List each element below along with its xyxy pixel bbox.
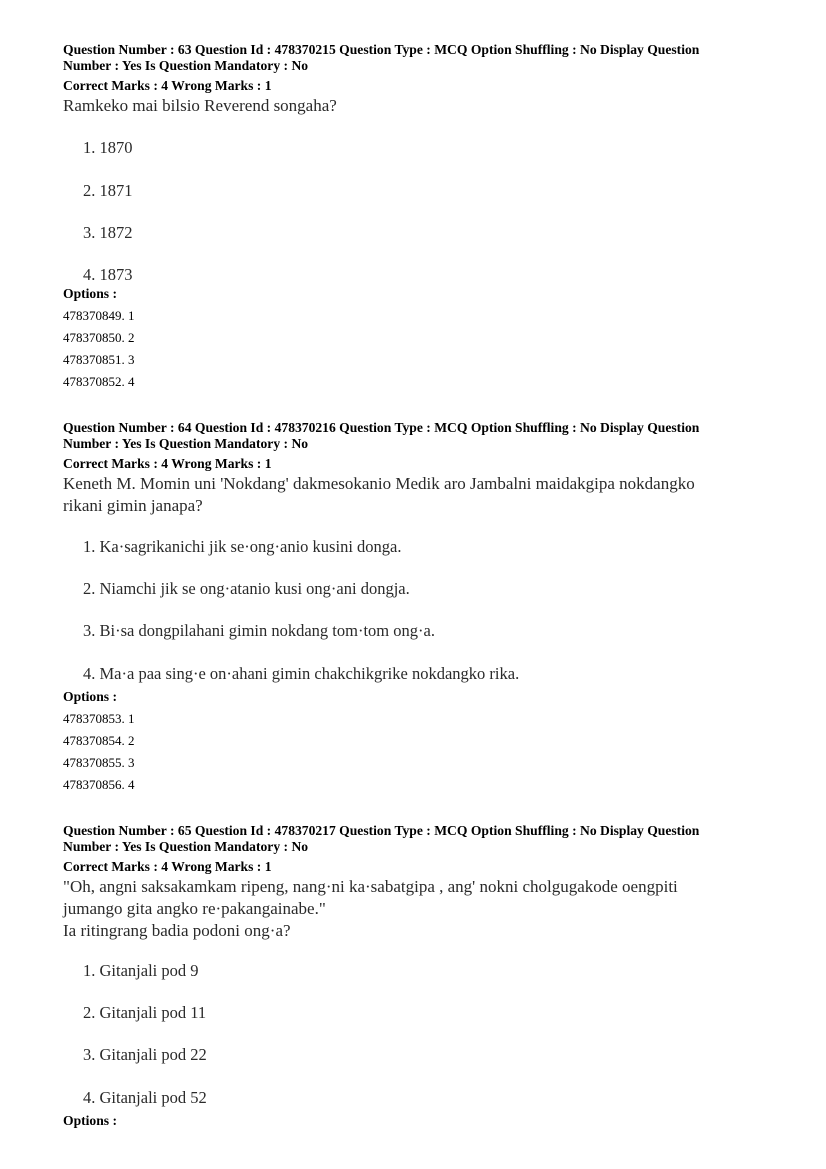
answer-choice: 1. Gitanjali pod 9	[83, 961, 199, 980]
question-marks: Correct Marks : 4 Wrong Marks : 1	[63, 78, 272, 93]
question-65-block	[63, 823, 763, 942]
answer-choice: 3. Gitanjali pod 22	[83, 1045, 207, 1064]
answer-choice: 2. Niamchi jik se ong·atanio kusi ong·ani dongja.	[83, 579, 410, 598]
question-text: "Oh, angni saksakamkam ripeng, nang·ni ka·sabatgipa , ang' nokni cholgugakode oengpiti jumango gita angko re·pakangainabe." Ia ritingrang badia podoni ong·a?	[63, 877, 678, 940]
question-text: Keneth M. Momin uni 'Nokdang' dakmesokanio Medik aro Jambalni maidakgipa nokdangko rikani gimin janapa?	[63, 474, 695, 515]
option-id: 478370856. 4	[63, 777, 135, 792]
options-label: Options :	[63, 286, 118, 301]
answer-choice: 1. 1870	[83, 138, 133, 157]
question-63-block	[63, 42, 763, 117]
option-id: 478370853. 1	[63, 711, 135, 726]
answer-choice: 3. Bi·sa dongpilahani gimin nokdang tom·tom ong·a.	[83, 621, 435, 640]
option-id: 478370852. 4	[63, 374, 135, 389]
answer-choice: 1. Ka·sagrikanichi jik se·ong·anio kusini donga.	[83, 537, 402, 556]
option-id: 478370849. 1	[63, 308, 135, 323]
option-id: 478370851. 3	[63, 352, 135, 367]
question-text: Ramkeko mai bilsio Reverend songaha?	[63, 96, 337, 115]
option-id: 478370850. 2	[63, 330, 135, 345]
answer-choice: 4. Ma·a paa sing·e on·ahani gimin chakchikgrike nokdangko rika.	[83, 664, 520, 683]
option-id: 478370854. 2	[63, 733, 135, 748]
answer-choice: 2. 1871	[83, 181, 133, 200]
options-label: Options :	[63, 689, 118, 704]
answer-choice: 2. Gitanjali pod 11	[83, 1003, 207, 1022]
option-id: 478370855. 3	[63, 755, 135, 770]
options-label: Options :	[63, 1113, 118, 1128]
answer-choice: 4. 1873	[83, 265, 133, 284]
answer-choice: 3. 1872	[83, 223, 133, 242]
question-header: Question Number : 64 Question Id : 478370216 Question Type : MCQ Option Shuffling : No Display Question Number : Yes Is Question Mandatory : No	[63, 420, 700, 451]
question-64-block	[63, 420, 763, 517]
question-marks: Correct Marks : 4 Wrong Marks : 1	[63, 456, 272, 471]
question-header: Question Number : 63 Question Id : 478370215 Question Type : MCQ Option Shuffling : No Display Question Number : Yes Is Question Mandatory : No	[63, 42, 700, 73]
answer-choice: 4. Gitanjali pod 52	[83, 1088, 207, 1107]
question-header: Question Number : 65 Question Id : 478370217 Question Type : MCQ Option Shuffling : No Display Question Number : Yes Is Question Mandatory : No	[63, 823, 700, 854]
question-marks: Correct Marks : 4 Wrong Marks : 1	[63, 859, 272, 874]
